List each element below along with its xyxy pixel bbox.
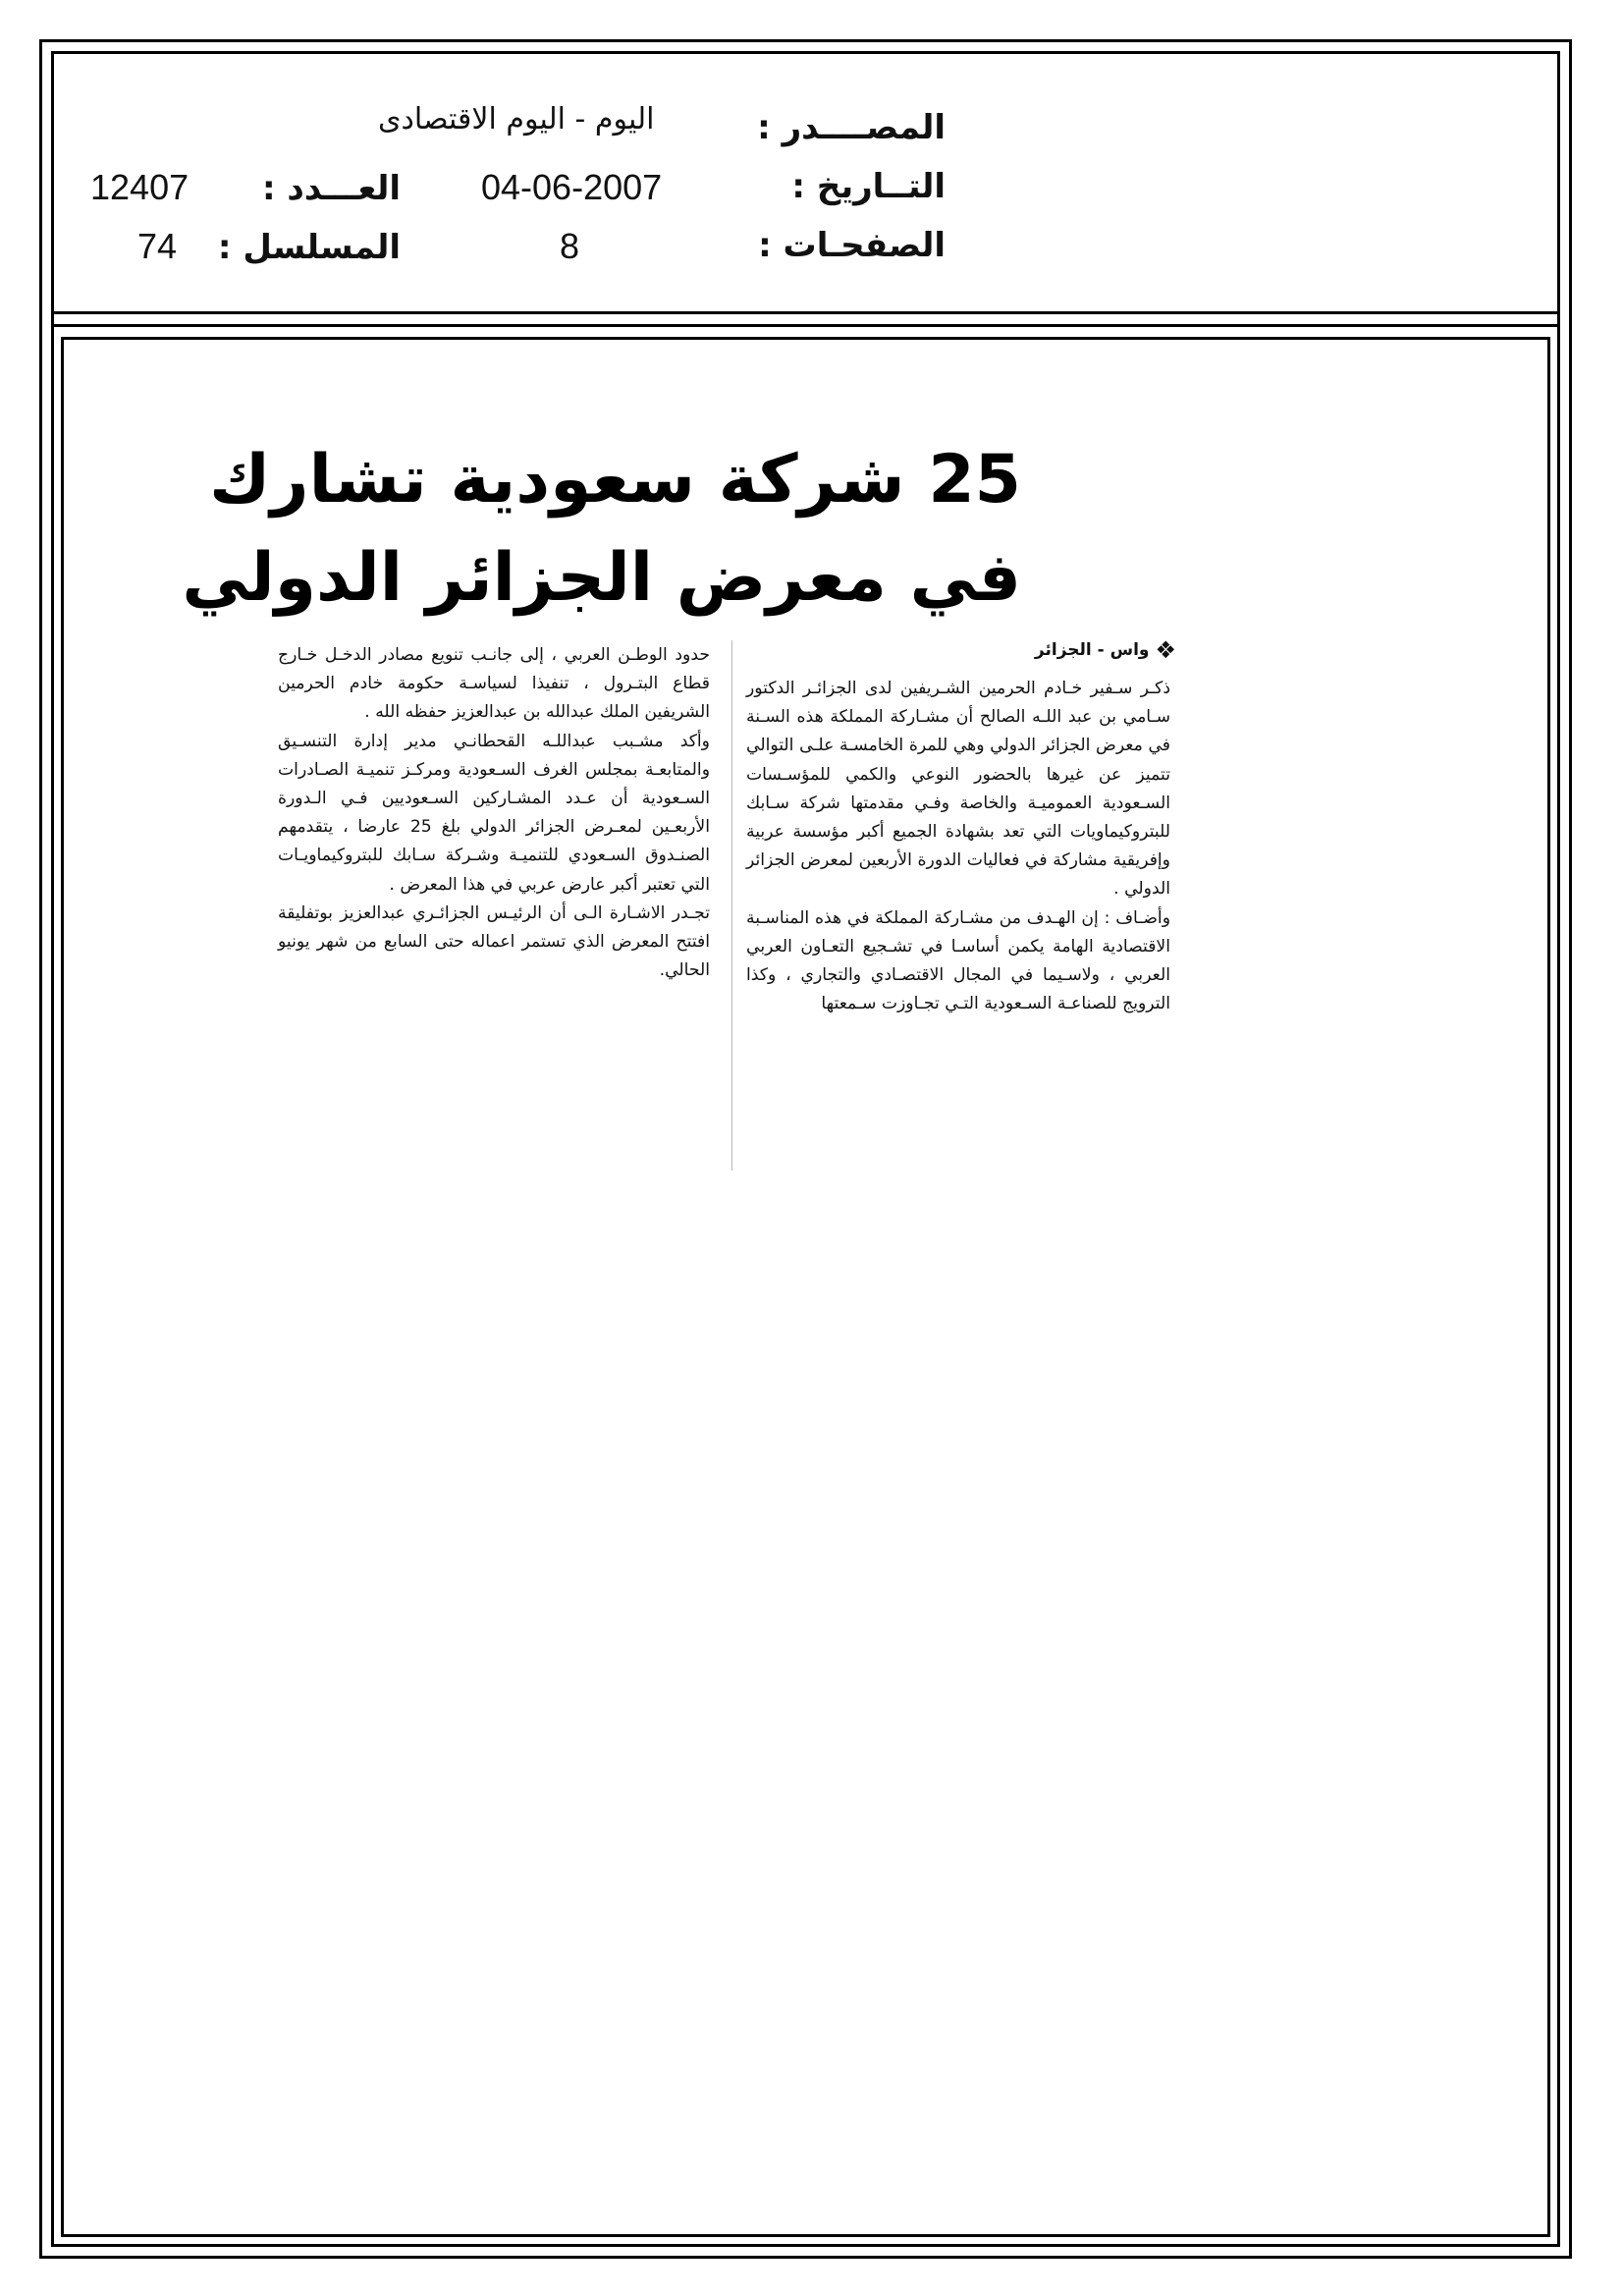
serial-label: المسلسل : (217, 228, 401, 267)
header-divider (51, 311, 1560, 314)
date-value: 04-06-2007 (481, 167, 663, 207)
source-value: اليوم - اليوم الاقتصادى (378, 102, 655, 137)
issue-value: 12407 (90, 167, 189, 207)
dateline (1035, 638, 1176, 662)
headline-line-1: 25 شركة سعودية تشارك (209, 441, 1021, 519)
headline-line-2: في معرض الجزائر الدولي (182, 539, 1021, 617)
issue-label: العـــدد : (262, 169, 401, 208)
pages-label: الصفحـات : (758, 226, 946, 265)
column-rule (731, 640, 732, 1171)
paragraph: ذكـر سـفير خـادم الحرمين الشـريفين لدى الجزائـر الدكتور سـامي بن عبد اللـه الصالح أن مشـاركة المملكة هذه السـنة في معرض الجزائر الدولي وهي للمرة الخامسـة علـى التوالي تتميز عن غيرها بالحضور النوعي والكمي للمؤسـسات السـعودية العموميـة والخاصة وفـي مقدمتها شركة سـابك للبتروكيماويات التي تعد بشهادة الجميع أكبر مؤسسة عربية وإفريقية مشاركة في فعاليات الدورة الأربعين لمعرض الجزائر الدولي . (746, 679, 1170, 900)
source-label: المصــــدر : (757, 108, 946, 147)
paragraph: وأكد مشـبب عبداللـه القحطانـي مدير إدارة التنسـيق والمتابعـة بمجلس الغرف السـعودية ومركـز تنميـة الصـادرات السـعودية أن عـدد المشـاركين السـعوديين فـي الـدورة الأربعـين لمعـرض الجزائر الدولي بلغ 25 عارضا ، يتقدمهم الصنـدوق السـعودي للتنميـة وشـركة سـابك للبتروكيماويـات التي تعتبر أكبر عارض عربي في هذا المعرض . (278, 731, 710, 895)
diamond-ornament-icon: ❖ (1155, 636, 1176, 664)
serial-value: 74 (137, 226, 178, 266)
paragraph: وأضـاف : إن الهـدف من مشـاركة المملكة في هذه المناسـبة الاقتصادية الهامة يكمن أساسـا في تشـجيع التعـاون العربي العربي ، ولاسـيما في المجال الاقتصـادي والتجاري ، وكذا الترويج للصناعـة السـعودية التـي تجـاوزت سـمعتها (746, 907, 1170, 1014)
article-column-left (278, 641, 710, 985)
dateline-text: واس - الجزائر (1034, 640, 1150, 660)
header-divider-double (51, 324, 1560, 327)
date-label: التــاريخ : (791, 167, 946, 206)
pages-value: 8 (560, 226, 580, 266)
article-column-right (746, 675, 1170, 1018)
paragraph: تجـدر الاشـارة الـى أن الرئيـس الجزائـري عبدالعزيز بوتفليقة افتتح المعرض الذي تستمر اعماله حتى السابع من شهر يونيو الحالي. (278, 902, 710, 981)
paragraph: حدود الوطـن العربي ، إلى جانـب تنويع مصادر الدخـل خـارج قطاع البتـرول ، تنفيذا لسياسـة حكومة خادم الحرمين الشريفين الملك عبدالله بن عبدالعزيز حفظه الله . (278, 645, 710, 723)
clipping-body-frame (61, 337, 1550, 2237)
